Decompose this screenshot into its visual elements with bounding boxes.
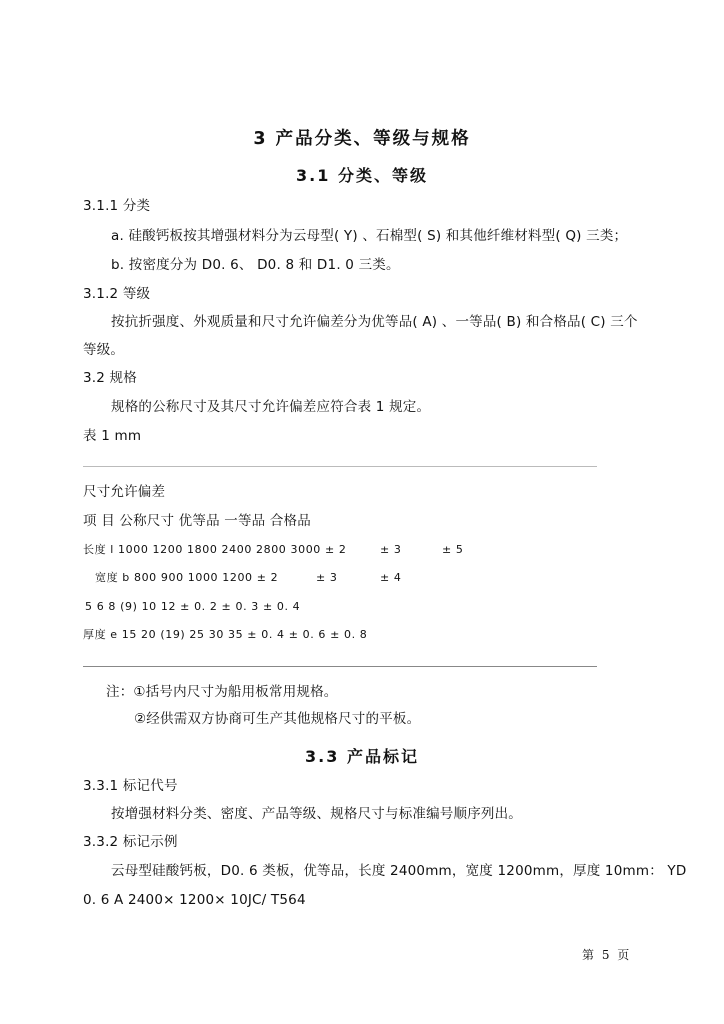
table-title: 尺寸允许偏差 — [83, 484, 166, 500]
table-caption: 表 1 mm — [83, 428, 142, 444]
paragraph-3-3-2-line2: 0. 6 A 2400× 1200× 10JC/ T564 — [83, 892, 306, 908]
page-number: 第 5 页 — [582, 948, 632, 962]
table-cell-width-first-class: ± 3 — [316, 571, 338, 584]
table-bottom-rule — [83, 666, 597, 667]
table-row-width: 宽度 b 800 900 1000 1200 ± 2 — [95, 571, 279, 584]
table-cell-length-first-class: ± 3 — [380, 543, 402, 556]
subsection-3-1-2-title: 3.1.2 等级 — [83, 286, 151, 302]
paragraph-3-2: 规格的公称尺寸及其尺寸允许偏差应符合表 1 规定。 — [111, 399, 431, 415]
section-3-2-title: 3.2 规格 — [83, 370, 137, 386]
paragraph-3-3-1: 按增强材料分类、密度、产品等级、规格尺寸与标准编号顺序列出。 — [111, 806, 522, 822]
section-heading-3-1: 3.1 分类、等级 — [296, 166, 428, 185]
table-row-length-main: 长度 l 1000 1200 1800 2400 2800 3000 ± 2 — [83, 543, 347, 556]
table-cell-width-qualified: ± 4 — [380, 571, 402, 584]
table-top-rule — [83, 466, 597, 467]
table-note-2: ②经供需双方协商可生产其他规格尺寸的平板。 — [134, 711, 421, 727]
table-row-thickness-large: 厚度 e 15 20 (19) 25 30 35 ± 0. 4 ± 0. 6 ± 0. 8 — [83, 628, 368, 641]
table-header-row: 项 目 公称尺寸 优等品 一等品 合格品 — [83, 513, 311, 529]
paragraph-3-3-2-line1: 云母型硅酸钙板，D0. 6 类板，优等品，长度 2400mm，宽度 1200mm，厚度 10mm： YD — [111, 863, 687, 879]
paragraph-3-1-2-line1: 按抗折强度、外观质量和尺寸允许偏差分为优等品( A) 、一等品( B) 和合格品( C) 三个 — [111, 314, 638, 330]
table-row-thickness-small: 5 6 8 (9) 10 12 ± 0. 2 ± 0. 3 ± 0. 4 — [85, 600, 301, 613]
section-heading-3-3: 3.3 产品标记 — [305, 747, 419, 766]
paragraph-3-1-2-line2: 等级。 — [83, 342, 125, 358]
paragraph-3-1-1-a: a. 硅酸钙板按其增强材料分为云母型( Y) 、石棉型( S) 和其他纤维材料型( Q) 三类； — [111, 228, 628, 244]
table-row-length — [83, 541, 347, 559]
subsection-3-1-1-title: 3.1.1 分类 — [83, 198, 151, 214]
subsection-3-3-1-title: 3.3.1 标记代号 — [83, 778, 178, 794]
subsection-3-3-2-title: 3.3.2 标记示例 — [83, 834, 178, 850]
table-cell-length-qualified: ± 5 — [442, 543, 464, 556]
paragraph-3-1-1-b: b. 按密度分为 D0. 6、 D0. 8 和 D1. 0 三类。 — [111, 257, 400, 273]
chapter-heading: 3 产品分类、等级与规格 — [253, 129, 471, 149]
table-note-1: 注：①括号内尺寸为船用板常用规格。 — [106, 684, 338, 700]
